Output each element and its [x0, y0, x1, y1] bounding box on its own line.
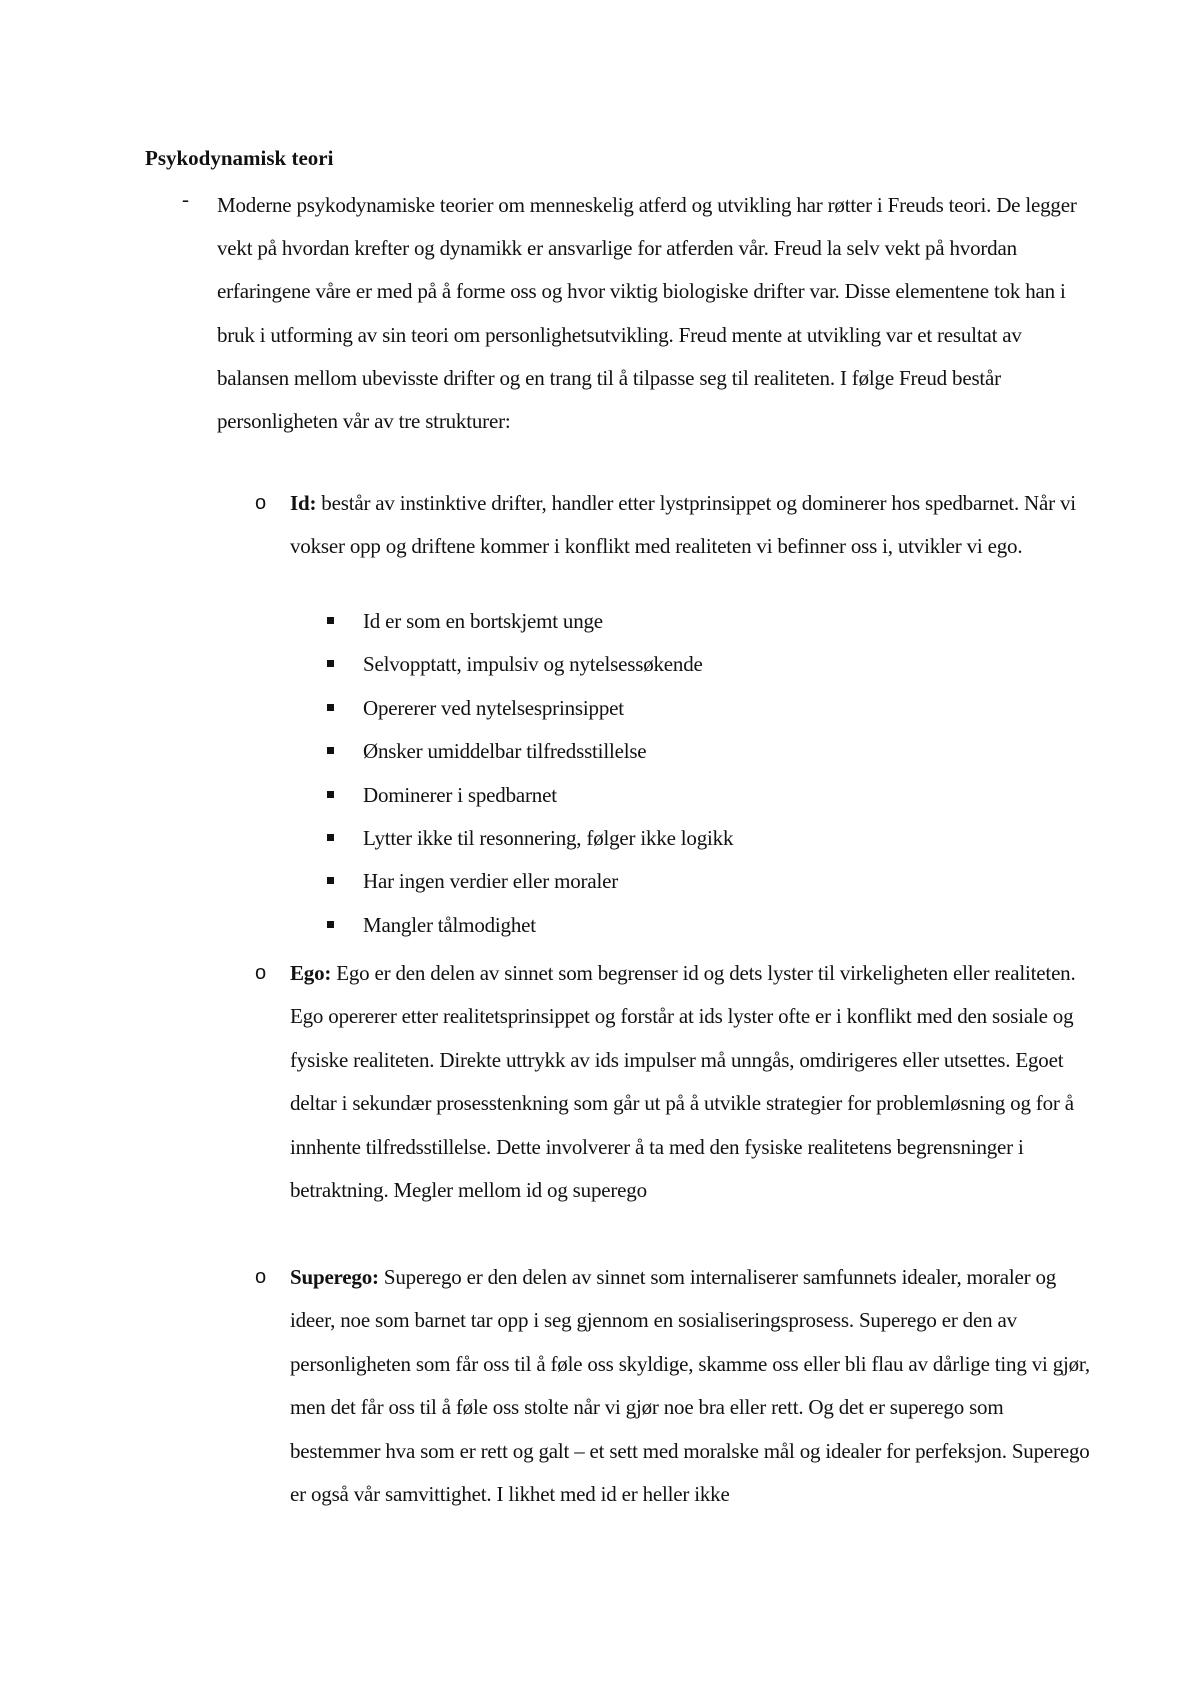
- ego-section: [255, 952, 1095, 1212]
- square-bullet-icon: [327, 704, 334, 711]
- list-item: [327, 643, 733, 686]
- square-bullet-icon: [327, 617, 334, 624]
- intro-paragraph: Moderne psykodynamiske teorier om menneskelig atferd og utvikling har røtter i Freuds teori. De legger vekt på hvordan krefter og dynamikk er ansvarlige for atferden vår. Freud la selv vekt på hvordan erfaringene våre er med på å forme oss og hvor viktig biologiske drifter var. Disse elementene tok han i bruk i utforming av sin teori om personlighetsutvikling. Freud mente at utvikling var et resultat av balansen mellom ubevisste drifter og en trang til å tilpasse seg til realiteten. I følge Freud består personligheten vår av tre strukturer:: [217, 193, 1077, 434]
- intro-dash-marker: -: [182, 187, 189, 211]
- list-item: [327, 904, 733, 947]
- ego-term: Ego:: [290, 961, 332, 985]
- list-item: [327, 774, 733, 817]
- list-item: [327, 817, 733, 860]
- bullet-text: Opererer ved nytelsesprinsippet: [363, 695, 624, 720]
- ego-paragraph: [290, 952, 1095, 1212]
- ego-circle-marker: o: [255, 962, 267, 984]
- bullet-text: Dominerer i spedbarnet: [363, 782, 557, 807]
- square-bullet-icon: [327, 877, 334, 884]
- bullet-text: Lytter ikke til resonnering, følger ikke logikk: [363, 825, 734, 850]
- id-term: Id:: [290, 491, 317, 515]
- square-bullet-icon: [327, 747, 334, 754]
- id-text: består av instinktive drifter, handler etter lystprinsippet og dominerer hos spedbarnet. Når vi vokser opp og driftene kommer i konflikt med realiteten vi befinner oss i, utvikler vi ego.: [290, 491, 1076, 559]
- superego-term: Superego:: [290, 1265, 379, 1289]
- ego-text: Ego er den delen av sinnet som begrenser id og dets lyster til virkeligheten eller realiteten. Ego opererer etter realitetsprinsippet og forstår at ids lyster ofte er i konflikt med den sosiale og fysiske realiteten. Direkte uttrykk av ids impulser må unngås, omdirigeres eller utsettes. Egoet deltar i sekundær prosesstenkning som går ut på å utvikle strategier for problemløsning og for å innhente tilfredsstillelse. Dette involverer å ta med den fysiske realitetens begrensninger i betraktning. Megler mellom id og superego: [290, 961, 1076, 1203]
- list-item: [327, 730, 733, 773]
- list-item: [327, 860, 733, 903]
- bullet-text: Mangler tålmodighet: [363, 912, 536, 937]
- id-section: [255, 482, 1095, 569]
- list-item: [327, 600, 733, 643]
- id-circle-marker: o: [255, 492, 267, 514]
- square-bullet-icon: [327, 791, 334, 798]
- square-bullet-icon: [327, 834, 334, 841]
- id-bullet-list: [327, 600, 733, 947]
- bullet-text: Har ingen verdier eller moraler: [363, 869, 618, 894]
- id-paragraph: [290, 482, 1095, 569]
- superego-paragraph: [290, 1256, 1095, 1516]
- superego-circle-marker: o: [255, 1266, 267, 1288]
- square-bullet-icon: [327, 921, 334, 928]
- superego-section: [255, 1256, 1095, 1516]
- bullet-text: Ønsker umiddelbar tilfredsstillelse: [363, 739, 647, 764]
- list-item: [327, 687, 733, 730]
- bullet-text: Selvopptatt, impulsiv og nytelsessøkende: [363, 652, 703, 677]
- document-heading: Psykodynamisk teori: [145, 146, 334, 170]
- superego-text: Superego er den delen av sinnet som internaliserer samfunnets idealer, moraler og ideer, noe som barnet tar opp i seg gjennom en sosialiseringsprosess. Superego er den av personligheten som får oss til å føle oss skyldige, skamme oss eller bli flau av dårlige ting vi gjør, men det får oss til å føle oss stolte når vi gjør noe bra eller rett. Og det er superego som bestemmer hva som er rett og galt – et sett med moralske mål og idealer for perfeksjon. Superego er også vår samvittighet. I likhet med id er heller ikke: [290, 1265, 1090, 1507]
- bullet-text: Id er som en bortskjemt unge: [363, 609, 603, 633]
- square-bullet-icon: [327, 660, 334, 667]
